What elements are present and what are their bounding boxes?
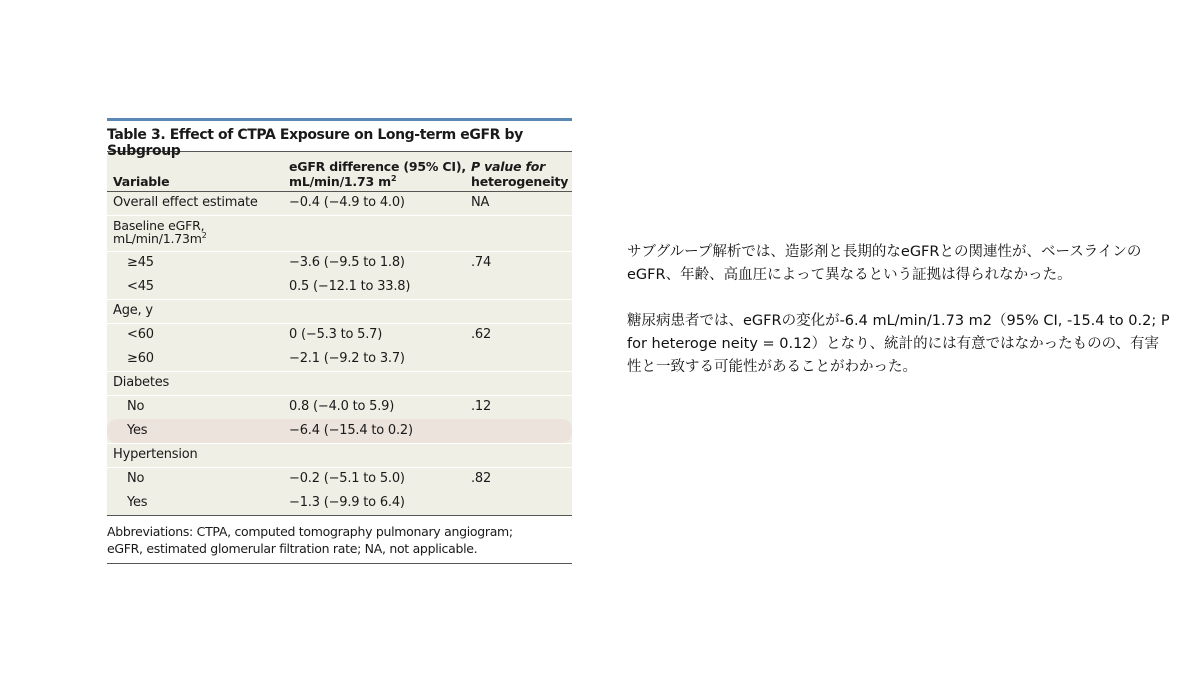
row-p: NA xyxy=(471,195,490,210)
summary-paragraph-2: 糖尿病患者では、eGFRの変化が-6.4 mL/min/1.73 m2（95% CI, -15.4 to 0.2; P for heteroge neity = 0.12）となり、統計的には有意ではなかったものの、有害性と一致する可能性があることがわかった。 xyxy=(627,313,1170,375)
row-value: −6.4 (−15.4 to 0.2) xyxy=(289,423,413,438)
table-row-highlighted xyxy=(107,419,572,443)
header-egfr-line2: mL/min/1.73 m xyxy=(289,174,391,189)
row-label: Age, y xyxy=(113,303,153,318)
table-row xyxy=(107,215,572,251)
row-p: .62 xyxy=(471,327,492,342)
row-p: .82 xyxy=(471,471,492,486)
row-value: −1.3 (−9.9 to 6.4) xyxy=(289,495,405,510)
row-label: Diabetes xyxy=(113,375,170,390)
subgroup-table xyxy=(107,118,572,564)
header-p-line1: P value for xyxy=(471,159,546,174)
row-label: No xyxy=(127,399,145,414)
header-variable: Variable xyxy=(113,174,170,189)
row-label-sup: 2 xyxy=(201,230,207,240)
table-row xyxy=(107,299,572,323)
table-row xyxy=(107,371,572,395)
row-label: ≥60 xyxy=(127,351,154,366)
row-label: Yes xyxy=(127,423,148,438)
row-label: Overall effect estimate xyxy=(113,195,258,210)
table-row xyxy=(107,251,572,275)
row-label: <45 xyxy=(127,279,154,294)
table-row xyxy=(107,443,572,467)
footnote-line1: Abbreviations: CTPA, computed tomography pulmonary angiogram; xyxy=(107,524,513,539)
row-label: No xyxy=(127,471,145,486)
row-value: 0.5 (−12.1 to 33.8) xyxy=(289,279,411,294)
row-value: −0.4 (−4.9 to 4.0) xyxy=(289,195,405,210)
table-row xyxy=(107,347,572,371)
row-label: Hypertension xyxy=(113,447,198,462)
row-value: −2.1 (−9.2 to 3.7) xyxy=(289,351,405,366)
summary-paragraph-1: サブグループ解析では、造影剤と長期的なeGFRとの関連性が、ベースラインのeGFR、年齢、高血圧によって異なるという証拠は得られなかった。 xyxy=(627,244,1142,283)
header-egfr-sup: 2 xyxy=(390,173,397,183)
table-title: Table 3. Effect of CTPA Exposure on Long-term eGFR by Subgroup xyxy=(107,127,523,159)
table-body xyxy=(107,151,572,516)
row-value: 0.8 (−4.0 to 5.9) xyxy=(289,399,395,414)
table-row xyxy=(107,395,572,419)
row-value: −0.2 (−5.1 to 5.0) xyxy=(289,471,405,486)
table-row xyxy=(107,323,572,347)
row-label-line1: Baseline eGFR, xyxy=(113,218,205,233)
row-label: ≥45 xyxy=(127,255,154,270)
row-value: −3.6 (−9.5 to 1.8) xyxy=(289,255,405,270)
row-label-line2: mL/min/1.73m xyxy=(113,231,202,246)
table-row xyxy=(107,491,572,515)
header-p-value xyxy=(471,159,568,189)
row-p: .12 xyxy=(471,399,492,414)
header-egfr-line1: eGFR difference (95% CI), xyxy=(289,159,466,174)
table-header xyxy=(107,152,572,192)
header-p-line2: heterogeneity xyxy=(471,174,569,189)
row-label xyxy=(113,219,207,245)
table-row xyxy=(107,192,572,215)
row-value: 0 (−5.3 to 5.7) xyxy=(289,327,383,342)
row-label: <60 xyxy=(127,327,154,342)
table-footnote xyxy=(107,516,572,564)
japanese-summary xyxy=(627,241,1172,402)
table-row xyxy=(107,467,572,491)
header-egfr-difference xyxy=(289,159,466,189)
footnote-line2: eGFR, estimated glomerular filtration rate; NA, not applicable. xyxy=(107,541,478,556)
row-p: .74 xyxy=(471,255,492,270)
row-label: Yes xyxy=(127,495,148,510)
table-row xyxy=(107,275,572,299)
